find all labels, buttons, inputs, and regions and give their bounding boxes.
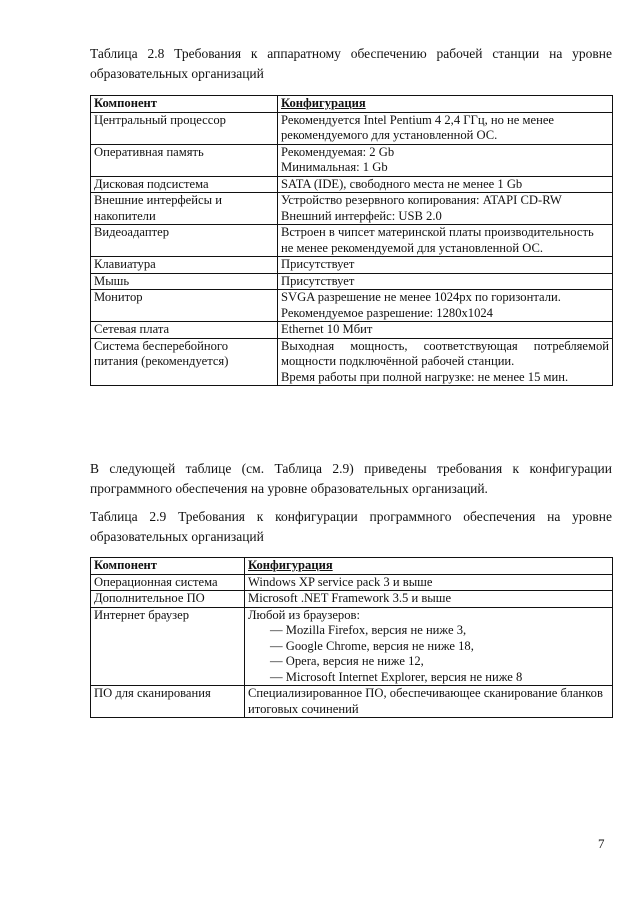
config-cell: Ethernet 10 Мбит [278,322,613,339]
table-row [91,338,613,386]
config-cell: SATA (IDE), свободного места не менее 1 Gb [278,176,613,193]
config-cell [278,193,613,225]
component-cell: Интернет браузер [91,607,245,686]
component-cell: Клавиатура [91,257,278,274]
config-cell [278,144,613,176]
component-cell: Мышь [91,273,278,290]
component-cell: Дисковая подсистема [91,176,278,193]
table-row [91,322,613,339]
table-row [91,273,613,290]
config-cell: Встроен в чипсет материнской платы производительность не менее рекомендуемой для установленной ОС. [278,225,613,257]
table-row [91,225,613,257]
table-row [91,290,613,322]
config-cell: Специализированное ПО, обеспечивающее сканирование бланков итоговых сочинений [245,686,613,718]
component-cell: Оперативная память [91,144,278,176]
config-cell [278,290,613,322]
config-line: Выходная мощность, соответствующая потребляемой мощности подключённой рабочей станции. [281,338,609,368]
header-component: Компонент [91,96,278,113]
config-line: Устройство резервного копирования: ATAPI CD-RW [281,193,562,207]
header-configuration: Конфигурация [245,558,613,575]
header-configuration: Конфигурация [278,96,613,113]
table-row [91,686,613,718]
config-line: Рекомендуемая: 2 Gb [281,144,395,159]
config-cell: Windows XP service pack 3 и выше [245,574,613,591]
config-cell: Присутствует [278,273,613,290]
component-cell: Система бесперебойного питания (рекомендуется) [91,338,278,386]
config-line: Время работы при полной нагрузке: не менее 15 мин. [281,369,569,384]
browser-list-item: — Opera, версия не ниже 12, [270,654,424,668]
component-cell: Центральный процессор [91,112,278,144]
config-line: Внешний интерфейс: USB 2.0 [281,208,442,223]
table-header-row [91,558,613,575]
body-paragraph: В следующей таблице (см. Таблица 2.9) приведены требования к конфигурации программного обеспечения на уровне образовательных организаций. [90,461,612,496]
component-cell: Дополнительное ПО [91,591,245,608]
table-row [91,574,613,591]
table-row [91,591,613,608]
table-row [91,193,613,225]
table-header-row [91,96,613,113]
config-cell: Присутствует [278,257,613,274]
table-2-8-caption: Таблица 2.8 Требования к аппаратному обеспечению рабочей станции на уровне образовательных организаций [90,46,612,81]
config-cell [245,607,613,686]
table-row [91,257,613,274]
config-line: Рекомендуемое разрешение: 1280x1024 [281,305,493,320]
table-row [91,176,613,193]
table-row [91,607,613,686]
browser-list-item: — Mozilla Firefox, версия не ниже 3, [270,623,467,637]
component-cell: Операционная система [91,574,245,591]
config-cell: Microsoft .NET Framework 3.5 и выше [245,591,613,608]
hardware-requirements-table [90,95,613,386]
table-2-9-caption: Таблица 2.9 Требования к конфигурации программного обеспечения на уровне образовательных организаций [90,509,612,544]
browser-list-item: — Google Chrome, версия не ниже 18, [270,638,474,653]
software-requirements-table [90,557,613,718]
component-cell: Сетевая плата [91,322,278,339]
header-component: Компонент [91,558,245,575]
component-cell: Видеоадаптер [91,225,278,257]
component-cell: Монитор [91,290,278,322]
config-line: Минимальная: 1 Gb [281,160,388,174]
config-cell [278,338,613,386]
config-line: Любой из браузеров: [248,607,360,622]
component-cell: ПО для сканирования [91,686,245,718]
component-cell: Внешние интерфейсы и накопители [91,193,278,225]
table-row [91,144,613,176]
config-cell: Рекомендуется Intel Pentium 4 2,4 ГГц, но не менее рекомендуемого для установленной ОС. [278,112,613,144]
browser-list-item: — Microsoft Internet Explorer, версия не ниже 8 [270,669,523,684]
config-line: SVGA разрешение не менее 1024px по горизонтали. [281,290,561,304]
table-row [91,112,613,144]
page-number: 7 [598,836,605,851]
